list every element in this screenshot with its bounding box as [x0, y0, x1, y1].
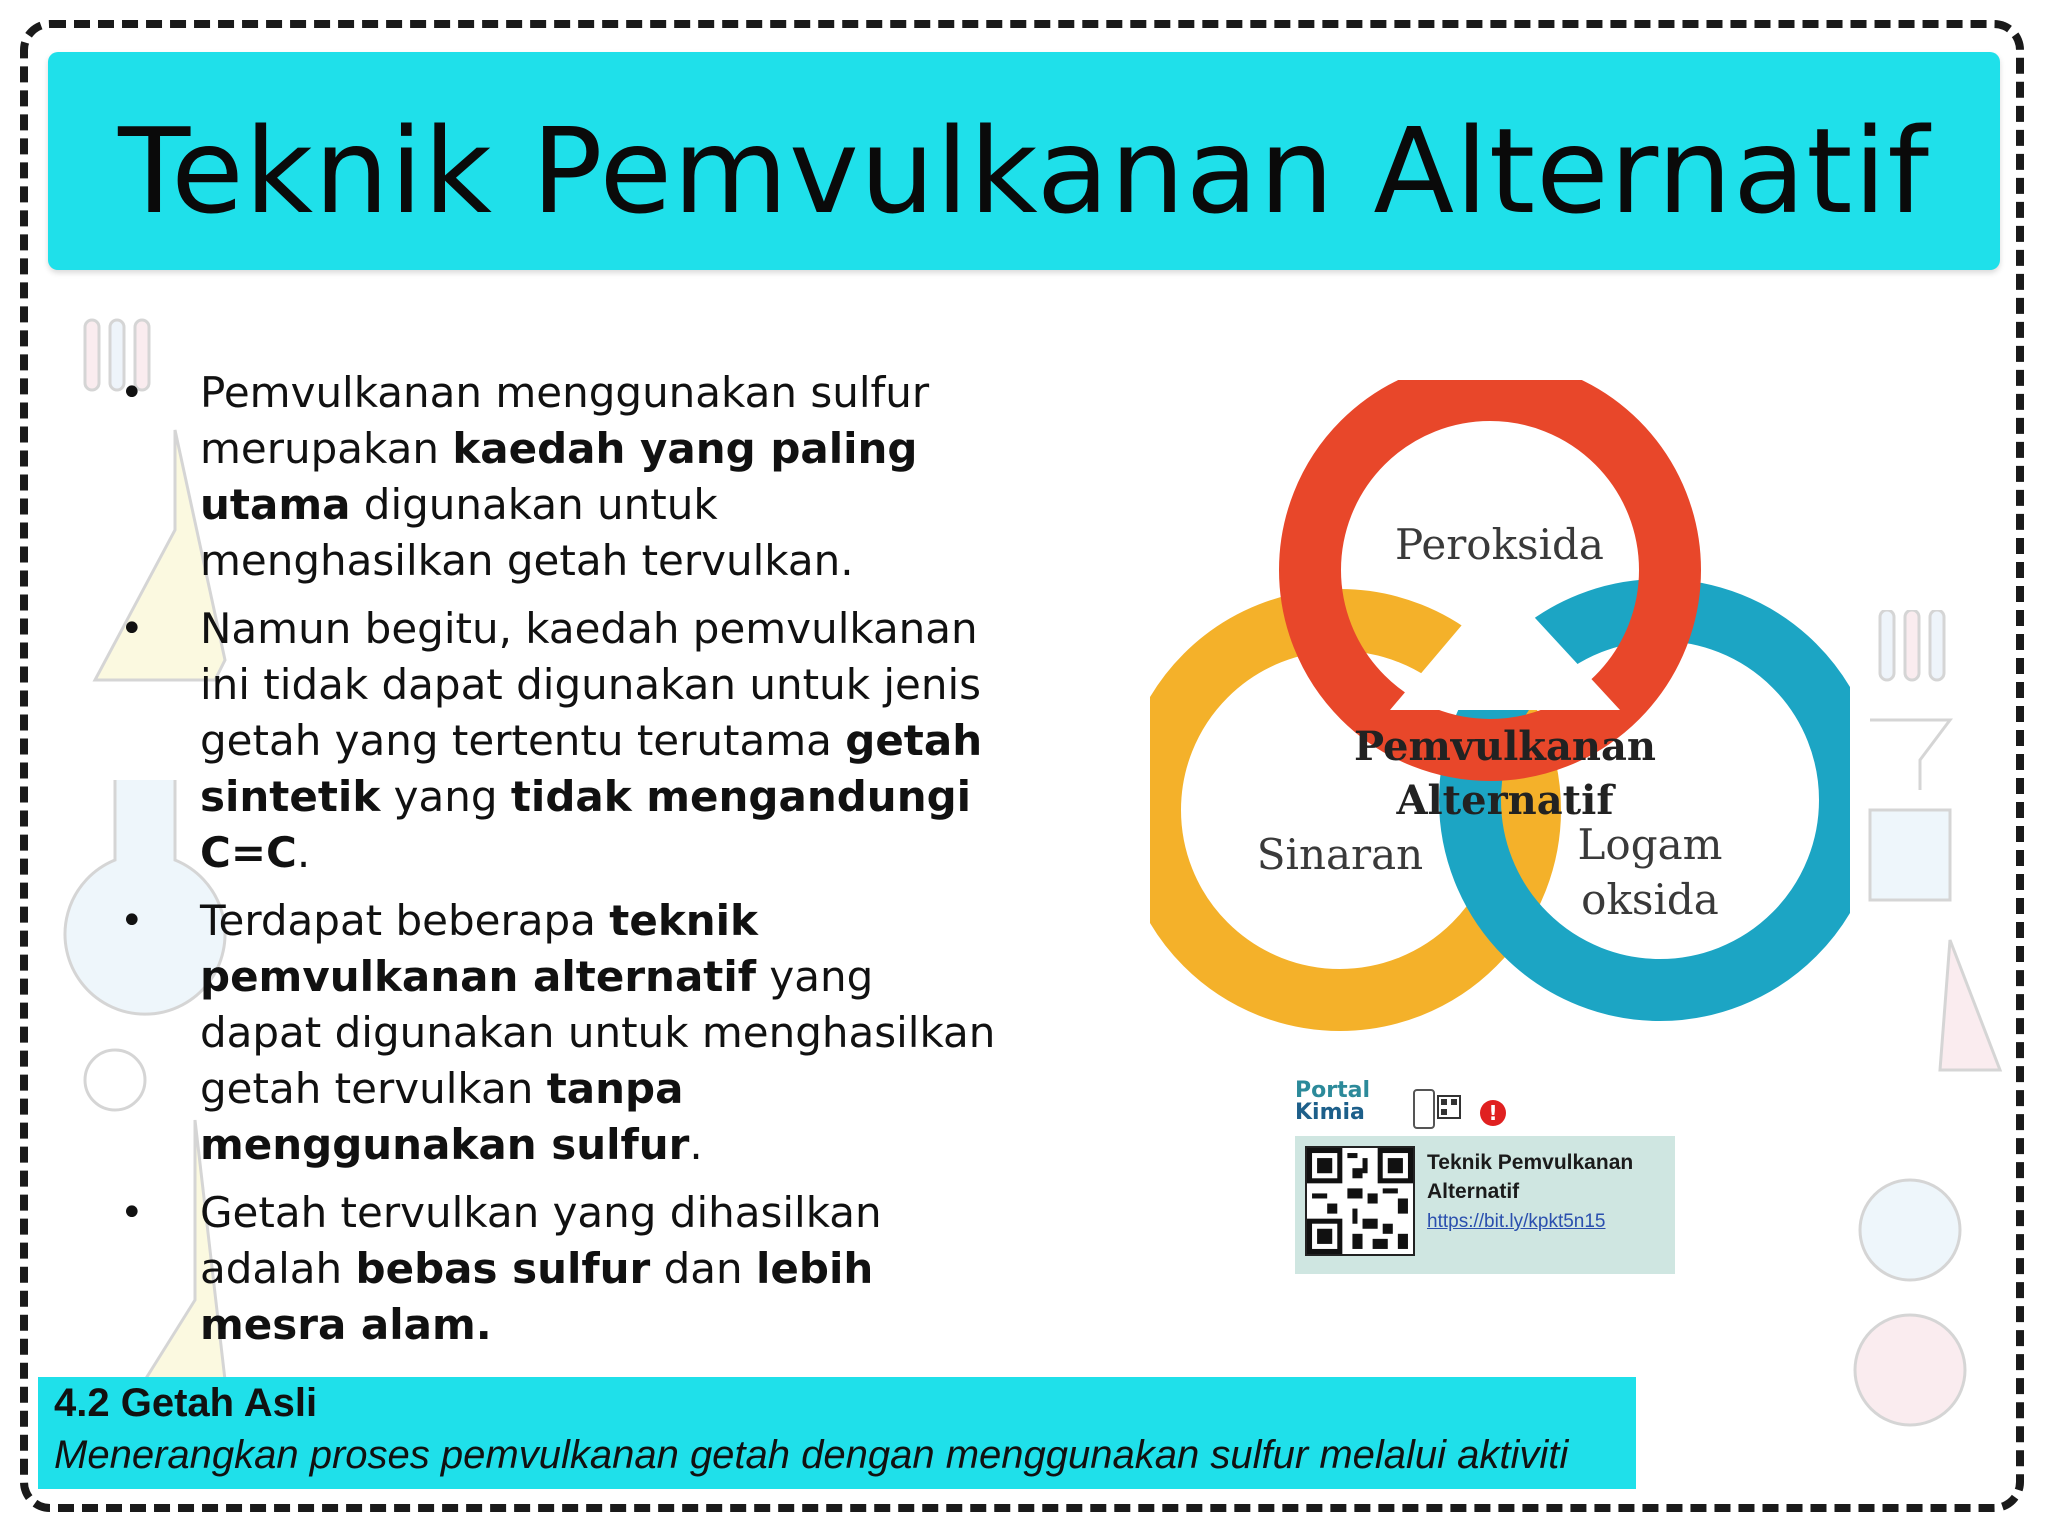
- ring-label-logam: Logam: [1577, 820, 1723, 869]
- ring-label-oksida: oksida: [1581, 875, 1719, 924]
- bullet-text: Getah tervulkan yang dihasilkan adalah: [200, 1188, 882, 1293]
- bullet-dot-icon: •: [120, 370, 144, 416]
- footer-title: 4.2 Getah Asli: [54, 1381, 318, 1425]
- bullet-text: .: [689, 1120, 703, 1169]
- bullet-text: .: [296, 828, 311, 877]
- logo-line1: Portal: [1295, 1078, 1370, 1103]
- footer-bar: [38, 1377, 1636, 1489]
- bullet-text-bold: getah sintetik: [200, 716, 983, 821]
- bullet-item: [120, 365, 1000, 589]
- logo-line2: Kimia: [1295, 1100, 1365, 1125]
- qr-title: Teknik Pemvulkanan Alternatif: [1427, 1151, 1634, 1203]
- bullet-item: [120, 893, 1000, 1173]
- portal-kimia-logo: [1295, 1080, 1370, 1124]
- bullet-text-bold: tidak mengandungi C=C: [200, 772, 972, 877]
- footer-subtitle: Menerangkan proses pemvulkanan getah dengan menggunakan sulfur melalui aktiviti: [54, 1433, 1569, 1477]
- bullet-text-bold: kaedah yang paling utama: [200, 424, 918, 529]
- bullet-text: dan: [650, 1244, 756, 1293]
- bullet-item: [120, 601, 1000, 881]
- bullet-dot-icon: •: [120, 606, 144, 652]
- bullet-text: Terdapat beberapa: [200, 896, 610, 945]
- bullet-text-bold: bebas sulfur: [355, 1244, 651, 1293]
- ring-label-sinaran: Sinaran: [1256, 830, 1424, 879]
- center-label-line2: Alternatif: [1396, 777, 1614, 824]
- bullet-text: yang: [380, 772, 511, 821]
- bullet-text-bold: lebih mesra alam.: [200, 1244, 874, 1349]
- bullet-dot-icon: •: [120, 898, 144, 944]
- diagram-rings: [1150, 380, 1850, 1040]
- title-banner: [48, 52, 2000, 270]
- bullet-list: [120, 365, 1000, 1365]
- alert-icon: !: [1480, 1100, 1506, 1126]
- center-label-line1: Pemvulkanan: [1353, 723, 1656, 770]
- qr-promo: [1295, 1080, 1675, 1275]
- qr-panel: [1295, 1136, 1675, 1274]
- bullet-item: [120, 1185, 1000, 1353]
- bullet-text-bold: teknik pemvulkanan alternatif: [200, 896, 758, 1001]
- bullet-text: Namun begitu, kaedah pemvulkanan ini tidak dapat digunakan untuk jenis getah yang tertentu terutama: [200, 604, 982, 765]
- slide-title: Teknik Pemvulkanan Alternatif: [118, 102, 1930, 240]
- center-label: [1340, 720, 1670, 828]
- vulcanization-diagram: [1150, 380, 1850, 1040]
- phone-qr-icon: [1410, 1088, 1466, 1130]
- bullet-text-bold: tanpa menggunakan sulfur: [200, 1064, 690, 1169]
- qr-link[interactable]: https://bit.ly/kpkt5n15: [1427, 1211, 1606, 1232]
- ring-label-peroksida: Peroksida: [1395, 520, 1604, 569]
- bullet-text: digunakan untuk menghasilkan getah tervulkan.: [200, 480, 854, 585]
- bullet-dot-icon: •: [120, 1190, 144, 1236]
- qr-code-icon[interactable]: [1305, 1146, 1415, 1256]
- lab-glassware-decoration-right: [1850, 610, 2020, 1470]
- bullet-text: yang dapat digunakan untuk menghasilkan getah tervulkan: [200, 952, 996, 1113]
- bullet-text: Pemvulkanan menggunakan sulfur merupakan: [200, 368, 930, 473]
